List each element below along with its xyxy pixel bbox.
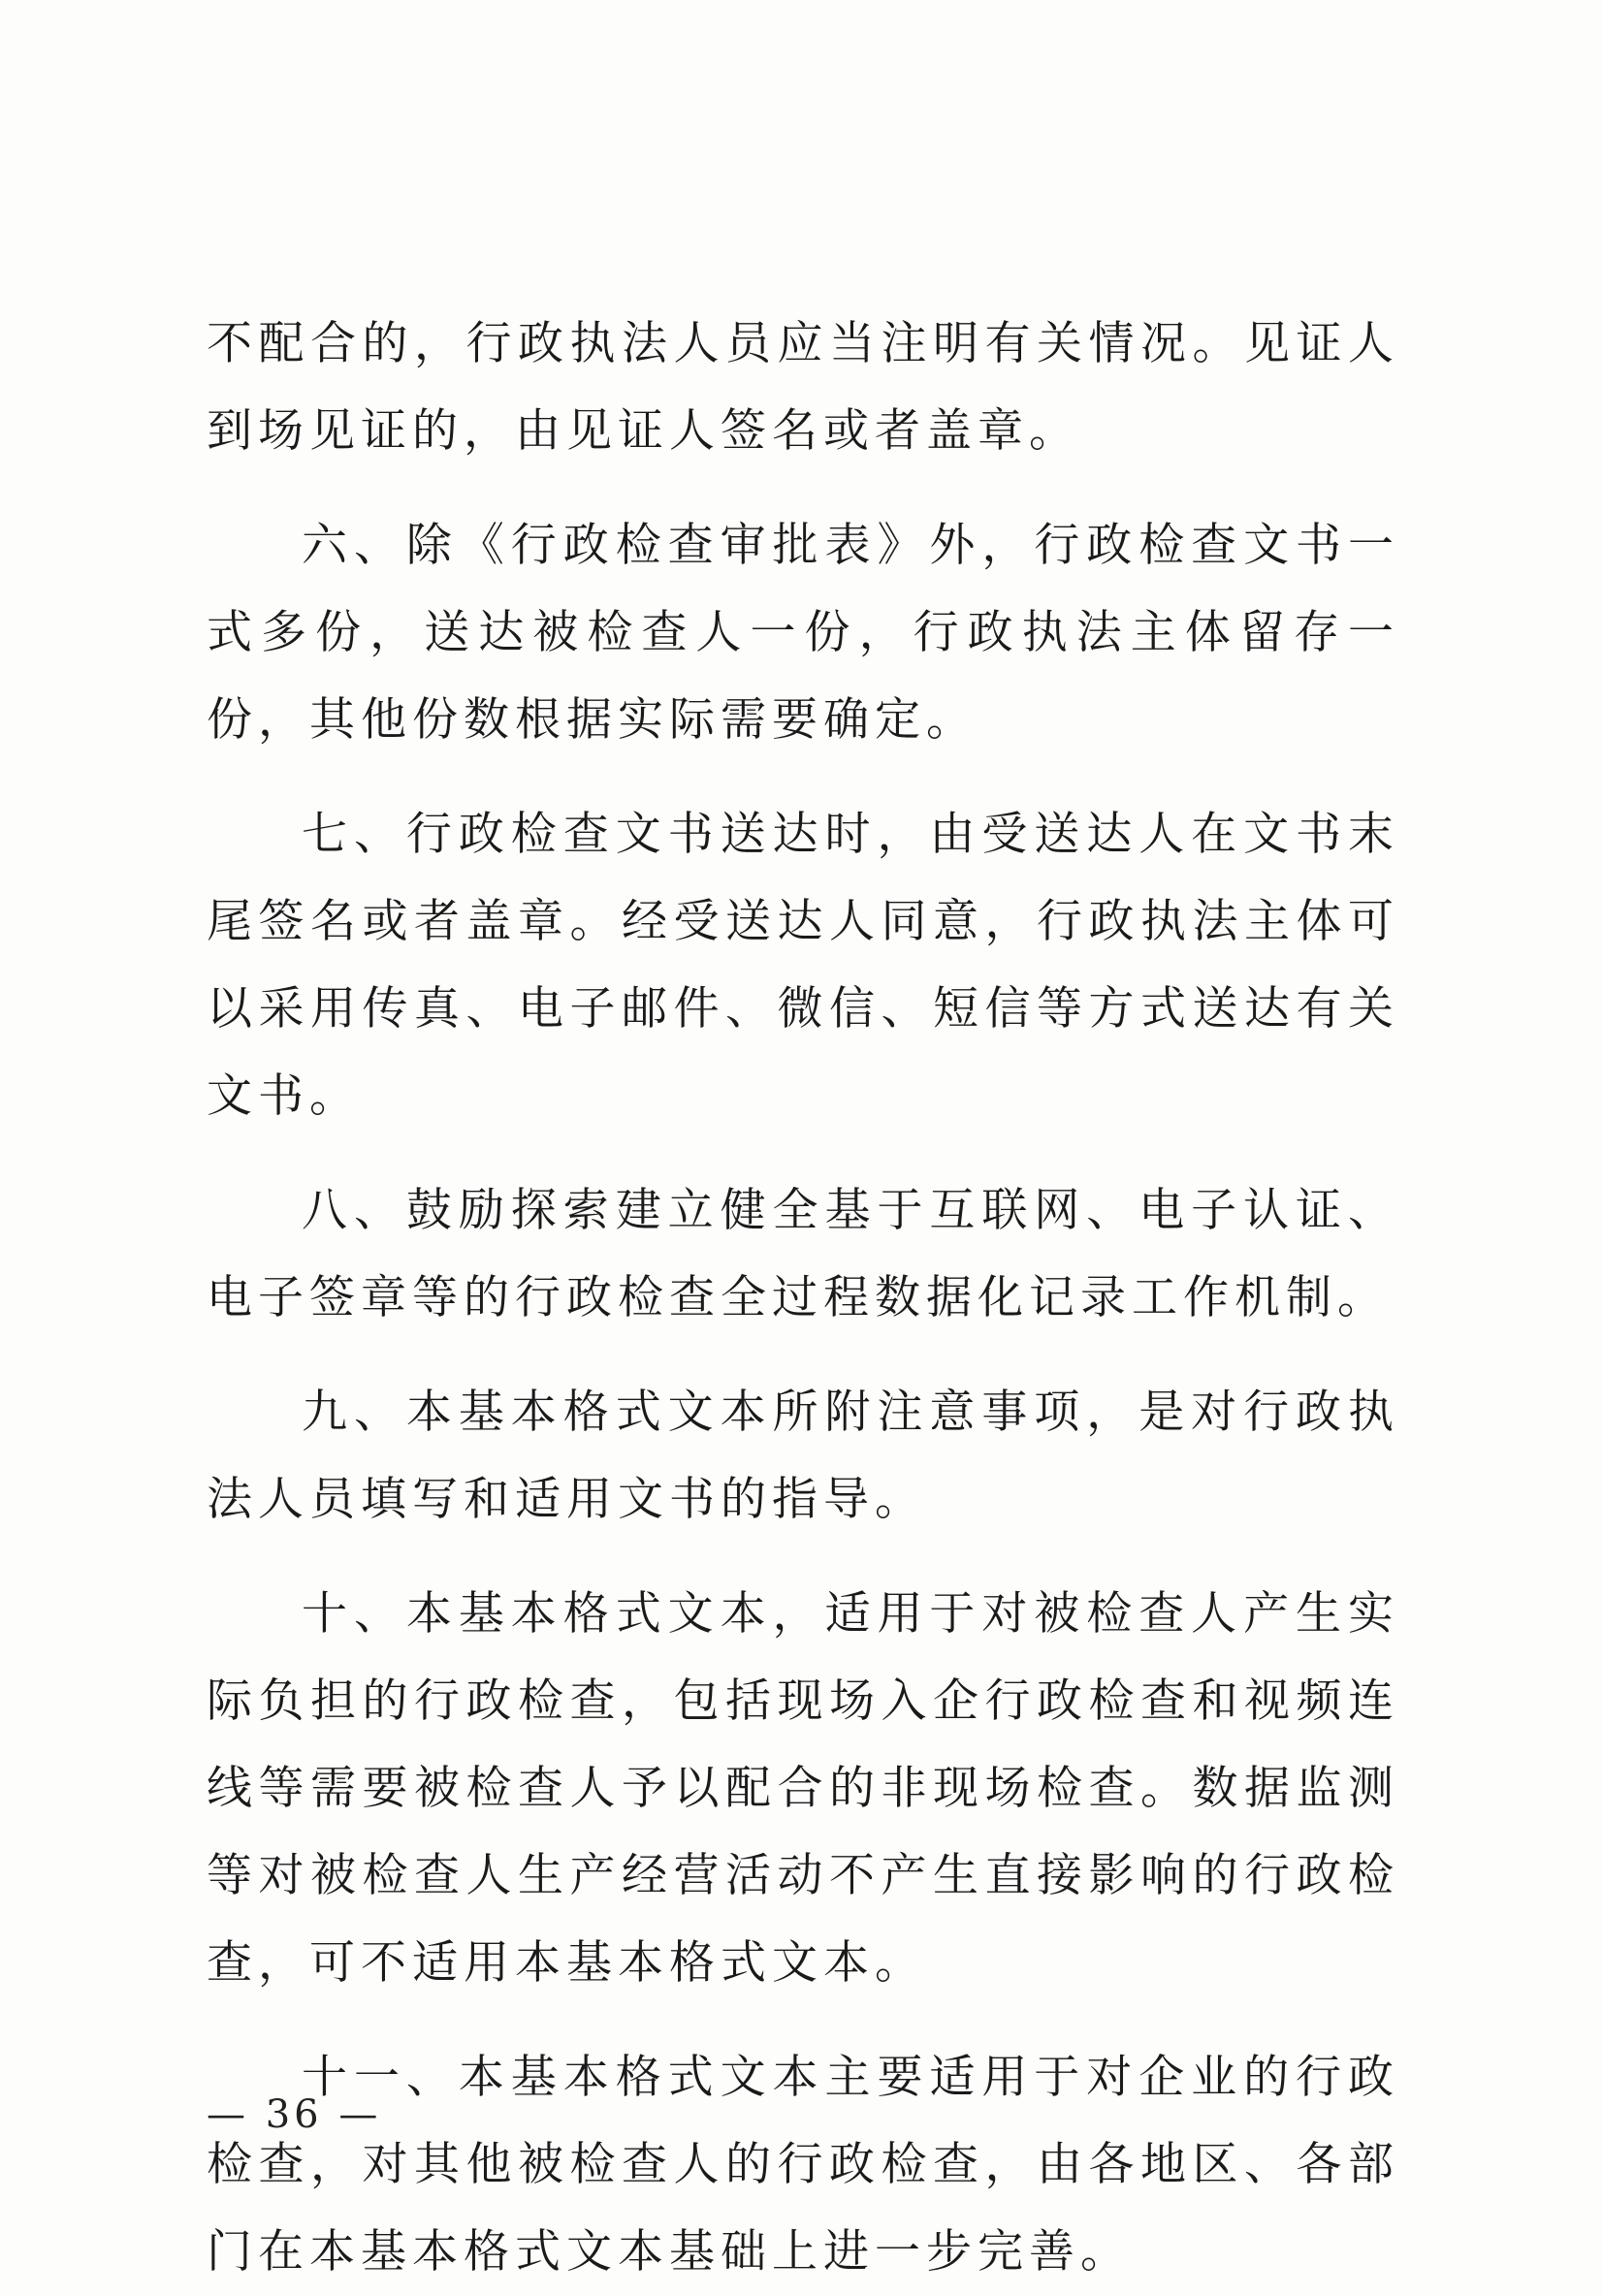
paragraph-item-6: 六、除《行政检查审批表》外，行政检查文书一式多份，送达被检查人一份，行政执法主体留存一份，其他份数根据实际需要确定。 — [207, 519, 1399, 747]
document-body — [207, 301, 1399, 2296]
paragraph-item-9: 九、本基本格式文本所附注意事项，是对行政执法人员填写和适用文书的指导。 — [207, 1386, 1399, 1526]
paragraph-continuation: 不配合的，行政执法人员应当注明有关情况。见证人到场见证的，由见证人签名或者盖章。 — [207, 317, 1399, 458]
paragraph-item-11: 十一、本基本格式文本主要适用于对企业的行政检查，对其他被检查人的行政检查，由各地区、各部门在本基本格式文本基础上进一步完善。 — [207, 2051, 1399, 2279]
paragraph-item-10: 十、本基本格式文本，适用于对被检查人产生实际负担的行政检查，包括现场入企行政检查和视频连线等需要被检查人予以配合的非现场检查。数据监测等对被检查人生产经营活动不产生直接影响的行政检查，可不适用本基本格式文本。 — [207, 1587, 1399, 1990]
page-number: — 36 — — [207, 2092, 382, 2137]
paragraph-item-8: 八、鼓励探索建立健全基于互联网、电子认证、电子签章等的行政检查全过程数据化记录工作机制。 — [207, 1184, 1399, 1324]
paragraph-item-7: 七、行政检查文书送达时，由受送达人在文书末尾签名或者盖章。经受送达人同意，行政执法主体可以采用传真、电子邮件、微信、短信等方式送达有关文书。 — [207, 808, 1399, 1123]
